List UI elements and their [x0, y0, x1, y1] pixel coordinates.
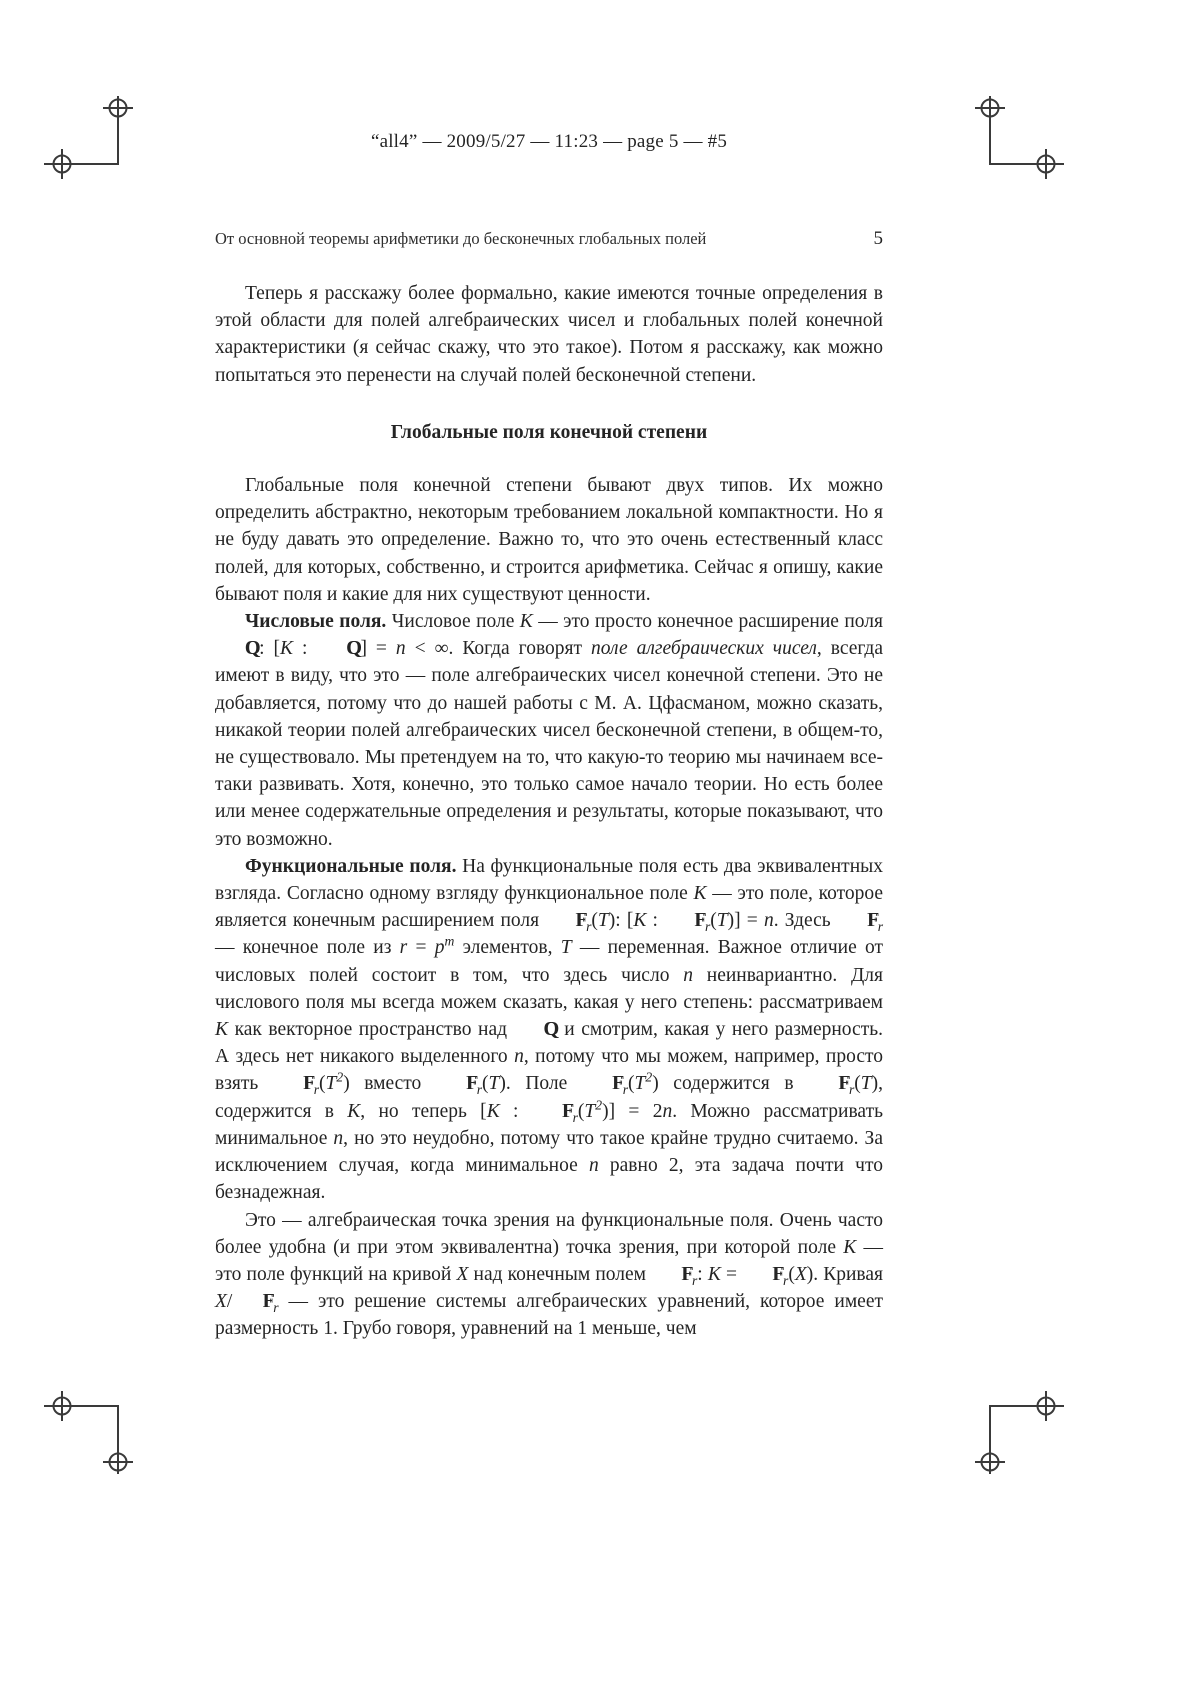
crop-mark-bottom-left — [32, 1392, 122, 1482]
crop-mark-bottom-right — [986, 1392, 1076, 1482]
crop-mark-top-left — [32, 88, 122, 178]
page-number: 5 — [873, 228, 883, 249]
paragraph: Это — алгебраическая точка зрения на функциональные поля. Очень часто более удобна (и при этом эквивалентна) точка зрения, при которой поле K — это поле функций на кривой X над конечным полем F $F_r$: K = F $F_r(X)$. Кривая X/ F $F_r$ — это решение системы алгебраических уравнений, которое имеет размерность 1. Грубо говоря, уравнений на 1 меньше, чем — [215, 1207, 883, 1343]
page-content — [215, 130, 883, 1343]
section-heading: Глобальные поля конечной степени — [390, 421, 708, 443]
body-text — [215, 280, 883, 1343]
running-head — [215, 228, 883, 250]
paragraph: Глобальные поля конечной степени бывают двух типов. Их можно определить абстрактно, некоторым требованием локальной компактности. Но я не буду давать это определение. Важно то, что это очень естественный класс полей, для которых, собственно, и строится арифметика. Сейчас я опишу, какие бывают поля и какие для них существуют ценности. — [215, 475, 883, 605]
crop-mark-top-right — [986, 88, 1076, 178]
paragraph: Числовые поля. Числовое поле K — это просто конечное расширение поля Q Q: [K : Q Q] = n < ∞. Когда говорят поле алгебраических чисел, всегда имеют в виду, что это — поле алгебраических чисел конечной степени. Это не добавляется, потому что до нашей работы с М. А. Цфасманом, можно сказать, никакой теории полей алгебраических чисел бесконечной степени, в общем-то, не существовало. Мы претендуем на то, что какую-то теорию мы начинаем все-таки развивать. Хотя, конечно, это только самое начало теории. Но есть более или менее содержательные определения и результаты, которые показывают, что это возможно. — [215, 608, 883, 853]
paragraph: Функциональные поля. На функциональные поля есть два эквивалентных взгляда. Согласно одному взгляду функциональное поле K — это поле, которое является конечным расширением поля F $F_r(T)$: [K : F $F_r(T)] = n$. Здесь F $F_r$ — конечное поле из $r = p^m$ элементов, T — переменная. Важное отличие от числовых полей состоит в том, что здесь число n неинвариантно. Для числового поля мы всегда можем сказать, какая у него степень: рассматриваем K как векторное пространство над Q Q и смотрим, какая у него размерность. А здесь нет никакого выделенного n, потому что мы можем, например, просто взять F $F_r(T^2)$ вместо F $F_r(T)$. Поле F $F_r(T^2)$ содержится в F $F_r(T)$, содержится в K, но теперь [K : F $F_r(T^2)] = 2n$. Можно рассматривать минимальное n, но это неудобно, потому что такое крайне трудно считаемо. За исключением случая, когда минимальное n равно 2, эта задача почти что безнадежная. — [215, 853, 883, 1207]
compile-header-line: “all4” — 2009/5/27 — 11:23 — page 5 — #5 — [370, 131, 728, 152]
paragraph: Теперь я расскажу более формально, какие имеются точные определения в этой области для полей алгебраических чисел и глобальных полей конечной характеристики (я сейчас скажу, что это такое). Потом я расскажу, как можно попытаться это перенести на случай полей бесконечной степени. — [215, 283, 883, 386]
running-head-title: От основной теоремы арифметики до бесконечных глобальных полей — [215, 229, 707, 248]
